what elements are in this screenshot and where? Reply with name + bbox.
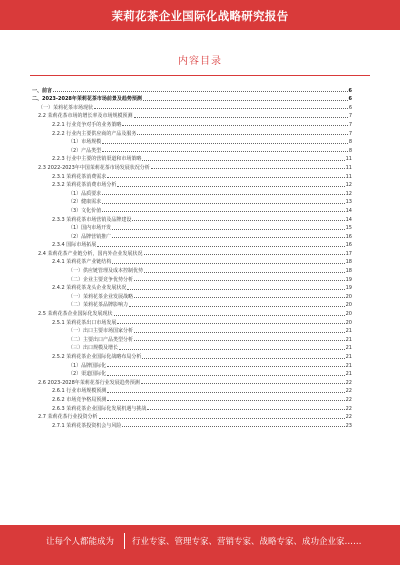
toc-entry-text: （一）茉莉花茶企业发展战略 xyxy=(68,293,134,300)
toc-leader-dots xyxy=(99,418,345,419)
toc-entry-page: 21 xyxy=(345,345,352,352)
toc-entry[interactable] xyxy=(32,145,352,154)
toc-entry[interactable] xyxy=(32,394,352,403)
toc-entry-text: 2.3.4 国际市场拓展 xyxy=(52,242,97,249)
toc-leader-dots xyxy=(134,340,345,341)
toc-leader-dots xyxy=(137,134,347,135)
toc-entry[interactable] xyxy=(32,283,352,292)
footer-separator xyxy=(124,533,125,549)
toc-entry-page: 11 xyxy=(345,156,352,163)
toc-entry-text: （1）品质要求 xyxy=(68,190,102,197)
toc-leader-dots xyxy=(112,229,344,230)
toc-leader-dots xyxy=(151,168,345,169)
toc-leader-dots xyxy=(53,91,348,92)
toc-entry[interactable] xyxy=(32,291,352,300)
toc-entry-page: 21 xyxy=(345,362,352,369)
toc-entry[interactable] xyxy=(32,412,352,421)
toc-entry-page: 20 xyxy=(345,311,352,318)
toc-entry-page: 17 xyxy=(345,250,352,257)
toc-leader-dots xyxy=(134,297,345,298)
toc-entry-page: 21 xyxy=(345,354,352,360)
toc-entry[interactable] xyxy=(32,154,352,163)
toc-entry-page: 21 xyxy=(345,336,352,343)
toc-entry-page: 7 xyxy=(348,121,352,128)
header-bar xyxy=(0,0,400,30)
toc-entry[interactable] xyxy=(32,102,352,111)
toc-entry-page: 6 xyxy=(348,104,352,111)
footer-slogan-left: 让每个人都能成为 xyxy=(46,537,115,547)
toc-entry-text: 2.2.2 行业内主要供应商的产品及服务 xyxy=(52,130,137,137)
toc-leader-dots xyxy=(132,220,344,221)
toc-entry-text: 2.3 2022-2023年中国茉莉花茶市场发展状况分析 xyxy=(38,164,150,171)
toc-entry[interactable] xyxy=(32,360,352,369)
toc-leader-dots xyxy=(144,272,345,273)
toc-entry-text: 2.4.1 茉莉花茶产业链结构 xyxy=(52,259,112,266)
toc-entry-text: （二）主要出口产品类型分析 xyxy=(68,336,134,343)
toc-entry-text: （3）文化价值 xyxy=(68,207,102,214)
toc-entry[interactable] xyxy=(32,343,352,352)
toc-entry-page: 18 xyxy=(345,268,352,275)
toc-entry-page: 16 xyxy=(345,242,352,249)
toc-leader-dots xyxy=(122,426,344,427)
toc-entry-text: 2.2.3 行业中主要的营销渠道和市场策略 xyxy=(52,156,142,163)
toc-entry-page: 21 xyxy=(345,371,352,378)
toc-entry-text: （2）产品类型 xyxy=(68,147,102,154)
toc-leader-dots xyxy=(107,400,344,401)
toc-entry-page: 22 xyxy=(345,414,352,421)
toc-entry-page: 13 xyxy=(345,199,352,206)
toc-entry-text: （三）出口规模及增长 xyxy=(68,345,119,352)
toc-entry-text: 2.2 茉莉花茶市场的增长率及市场规模预测 xyxy=(38,113,133,120)
toc-entry[interactable] xyxy=(32,377,352,386)
toc-entry-page: 12 xyxy=(345,182,352,189)
toc-entry-text: 2.2.1 行业竞争对手的业务策略 xyxy=(52,121,122,128)
toc-entry-page: 14 xyxy=(345,207,352,214)
toc-entry-text: （一）茉莉花茶市场现状 xyxy=(38,104,94,111)
toc-entry[interactable] xyxy=(32,223,352,232)
toc-list xyxy=(32,85,352,429)
toc-leader-dots xyxy=(107,375,344,376)
toc-entry-text: （2）健康需求 xyxy=(68,199,102,206)
toc-entry-text: 2.5 茉莉花茶企业国际化发展现状 xyxy=(38,311,113,318)
toc-entry-text: 2.3.1 茉莉花茶消费需求 xyxy=(52,173,107,180)
toc-entry-text: 2.6.1 行业市场规模预测 xyxy=(52,388,107,395)
toc-entry-page: 7 xyxy=(348,113,352,120)
toc-entry-page: 18 xyxy=(345,259,352,266)
toc-entry-text: 2.3.3 茉莉花茶市场营销及品牌建设 xyxy=(52,216,132,223)
toc-leader-dots xyxy=(94,108,348,109)
toc-entry-page: 15 xyxy=(345,225,352,232)
toc-entry-text: （二）企业主要竞争优势分析 xyxy=(68,276,134,283)
toc-entry-page: 6 xyxy=(348,87,352,94)
toc-leader-dots xyxy=(114,315,345,316)
toc-entry-page: 20 xyxy=(345,293,352,300)
toc-entry-text: 2.3.2 茉莉花茶消费市场分析 xyxy=(52,182,117,189)
toc-entry-text: 2.7 茉莉花茶行业投资分析 xyxy=(38,414,98,421)
toc-leader-dots xyxy=(122,125,347,126)
toc-entry-page: 21 xyxy=(345,328,352,335)
toc-entry[interactable] xyxy=(32,231,352,240)
toc-leader-dots xyxy=(102,151,348,152)
toc-entry[interactable] xyxy=(32,214,352,223)
toc-entry[interactable] xyxy=(32,171,352,180)
toc-leader-dots xyxy=(147,409,344,410)
toc-entry-text: 2.4 茉莉花茶产业链分析，国内外企业发展状况 xyxy=(38,250,143,257)
toc-entry-page: 11 xyxy=(345,173,352,180)
toc-entry-text: （二）茉莉花茶品牌影响力 xyxy=(68,302,129,309)
toc-leader-dots xyxy=(134,332,345,333)
toc-leader-dots xyxy=(112,263,344,264)
toc-entry-page: 22 xyxy=(345,396,352,403)
toc-entry-page: 20 xyxy=(345,302,352,309)
toc-entry[interactable] xyxy=(32,274,352,283)
toc-leader-dots xyxy=(117,323,344,324)
toc-entry[interactable] xyxy=(32,180,352,189)
toc-entry-page: 16 xyxy=(345,233,352,240)
toc-leader-dots xyxy=(141,383,345,384)
toc-entry-text: （1）国内市场开发 xyxy=(68,225,112,232)
toc-leader-dots xyxy=(142,160,344,161)
footer-bar xyxy=(0,525,400,565)
toc-leader-dots xyxy=(129,306,345,307)
toc-entry-page: 22 xyxy=(345,405,352,412)
toc-entry-text: 2.6.2 市场竞争格局预测 xyxy=(52,396,107,403)
toc-leader-dots xyxy=(102,211,344,212)
toc-leader-dots xyxy=(142,358,344,359)
toc-leader-dots xyxy=(107,366,344,367)
toc-leader-dots xyxy=(97,246,344,247)
toc-leader-dots xyxy=(107,392,344,393)
toc-entry-text: 一、前言 xyxy=(32,87,53,94)
toc-entry-text: （1）市场规模 xyxy=(68,139,102,146)
toc-divider xyxy=(30,75,370,76)
toc-entry-text: 2.6.3 茉莉花茶企业国际化发展机遇与挑战 xyxy=(52,405,147,412)
toc-entry-text: 2.7.1 茉莉花茶投资机会与风险 xyxy=(52,422,122,429)
toc-entry[interactable] xyxy=(32,111,352,120)
toc-entry[interactable] xyxy=(32,137,352,146)
toc-entry[interactable] xyxy=(32,162,352,171)
toc-entry-page: 20 xyxy=(345,319,352,326)
toc-leader-dots xyxy=(117,186,344,187)
toc-entry[interactable] xyxy=(32,351,352,360)
toc-entry[interactable] xyxy=(32,188,352,197)
toc-entry-text: （2）渠道国际化 xyxy=(68,371,107,378)
toc-entry-page: 11 xyxy=(345,164,352,171)
toc-entry-page: 7 xyxy=(348,130,352,137)
toc-title: 内容目录 xyxy=(178,56,222,67)
toc-entry[interactable] xyxy=(32,257,352,266)
toc-entry[interactable] xyxy=(32,403,352,412)
toc-entry[interactable] xyxy=(32,326,352,335)
toc-entry[interactable] xyxy=(32,265,352,274)
toc-entry[interactable] xyxy=(32,197,352,206)
toc-entry[interactable] xyxy=(32,369,352,378)
toc-entry-text: （一）出口主要市场国家分析 xyxy=(68,328,134,335)
toc-entry[interactable] xyxy=(32,386,352,395)
toc-entry-text: 2.6 2023-2028年茉莉花茶行业发展趋势预测 xyxy=(38,379,140,386)
toc-entry[interactable] xyxy=(32,85,352,94)
toc-entry-page: 12 xyxy=(345,190,352,197)
toc-entry-page: 8 xyxy=(348,139,352,146)
toc-entry[interactable] xyxy=(32,128,352,137)
toc-leader-dots xyxy=(119,349,345,350)
toc-entry-page: 6 xyxy=(348,96,352,103)
toc-entry-page: 14 xyxy=(345,216,352,223)
toc-entry-text: （一）供应链管理及成本控制优势 xyxy=(68,268,144,275)
toc-entry[interactable] xyxy=(32,248,352,257)
toc-entry-text: 2.5.1 茉莉花茶出口市场发展 xyxy=(52,319,117,326)
report-title: 茉莉花茶企业国际化战略研究报告 xyxy=(111,9,289,23)
toc-entry[interactable] xyxy=(32,119,352,128)
toc-entry-text: 2.5.2 茉莉花茶企业国际化战略布局分析 xyxy=(52,354,142,360)
toc-entry-text: 2.4.2 茉莉花茶龙头企业发展状况 xyxy=(52,285,127,292)
toc-entry[interactable] xyxy=(32,205,352,214)
toc-entry[interactable] xyxy=(32,94,352,103)
toc-entry-page: 8 xyxy=(348,147,352,154)
toc-entry[interactable] xyxy=(32,334,352,343)
toc-entry-page: 22 xyxy=(345,388,352,395)
toc-leader-dots xyxy=(107,177,344,178)
toc-leader-dots xyxy=(112,237,344,238)
toc-leader-dots xyxy=(127,289,344,290)
toc-entry[interactable] xyxy=(32,300,352,309)
toc-entry-page: 23 xyxy=(345,422,352,429)
toc-leader-dots xyxy=(102,143,348,144)
toc-leader-dots xyxy=(143,100,348,101)
toc-entry-text: （2）品牌营销推广 xyxy=(68,233,112,240)
toc-leader-dots xyxy=(144,254,345,255)
toc-entry-page: 22 xyxy=(345,379,352,386)
toc-entry-page: 19 xyxy=(345,276,352,283)
toc-entry-page: 19 xyxy=(345,285,352,292)
toc-leader-dots xyxy=(102,203,344,204)
toc-entry[interactable] xyxy=(32,308,352,317)
toc-entry-text: （1）品牌国际化 xyxy=(68,362,107,369)
toc-entry[interactable] xyxy=(32,420,352,429)
toc-leader-dots xyxy=(102,194,344,195)
toc-leader-dots xyxy=(134,280,345,281)
toc-entry[interactable] xyxy=(32,240,352,249)
footer-slogan-right: 行业专家、管理专家、营销专家、战略专家、成功企业家…… xyxy=(132,537,362,547)
toc-leader-dots xyxy=(134,117,348,118)
toc-entry-text: 二、2023-2028年茉莉花茶市场前景及趋势预测 xyxy=(32,96,142,103)
toc-entry[interactable] xyxy=(32,317,352,326)
